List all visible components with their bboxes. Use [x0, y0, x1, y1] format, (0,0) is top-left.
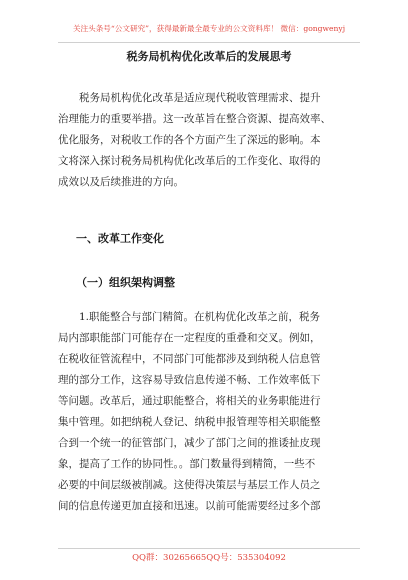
footer-qq-group: QQ群：30265665	[132, 553, 207, 563]
paragraph-line: 局内部职能部门可能存在一定程度的重叠和交叉。例如，	[58, 332, 321, 344]
body-paragraph	[58, 307, 360, 517]
subsection-heading: （一）组织架构调整	[76, 276, 175, 289]
paragraph-line: 必要的中间层级被削减。这使得决策层与基层工作人员之	[58, 479, 321, 491]
section-heading: 一、改革工作变化	[76, 232, 164, 245]
paragraph-line: 集中管理。如把纳税人登记、纳税申报管理等相关职能整	[58, 416, 321, 428]
paragraph-line: 文将深入探讨税务局机构优化改革后的工作变化、取得的	[58, 155, 321, 167]
footer	[58, 553, 360, 564]
header-divider	[58, 42, 360, 43]
paragraph-line: 合到一个统一的征管部门，减少了部门之间的推诿扯皮现	[58, 437, 321, 449]
paragraph-line: 税务局机构优化改革是适应现代税收管理需求、提升	[58, 92, 321, 104]
footer-qq: QQ号：535304092	[206, 553, 286, 563]
paragraph-line: 等问题。改革后，通过职能整合，将相关的业务职能进行	[58, 395, 321, 407]
intro-paragraph	[58, 88, 360, 193]
paragraph-line: 理的部分工作，这容易导致信息传递不畅、工作效率低下	[58, 374, 321, 386]
paragraph-line: 在税收征管流程中，不同部门可能都涉及到纳税人信息管	[58, 353, 321, 365]
paragraph-line: 象，提高了工作的协同性。。部门数量得到精简，一些不	[58, 458, 316, 470]
paragraph-line: 间的信息传递更加直接和迅速。以前可能需要经过多个部	[58, 500, 321, 512]
header-banner: 关注头条号“公文研究”，获得最新最全最专业的公文资料库！ 微信：gongwenyj	[72, 24, 346, 33]
paragraph-line: 优化服务，对税收工作的各个方面产生了深远的影响。本	[58, 134, 321, 146]
paragraph-line: 成效以及后续推进的方向。	[58, 176, 184, 188]
document-title: 税务局机构优化改革后的发展思考	[126, 50, 292, 63]
paragraph-line: 1.职能整合与部门精简。在机构优化改革之前，税务	[58, 311, 321, 323]
paragraph-line: 治理能力的重要举措。这一改革旨在整合资源、提高效率、	[58, 113, 331, 125]
